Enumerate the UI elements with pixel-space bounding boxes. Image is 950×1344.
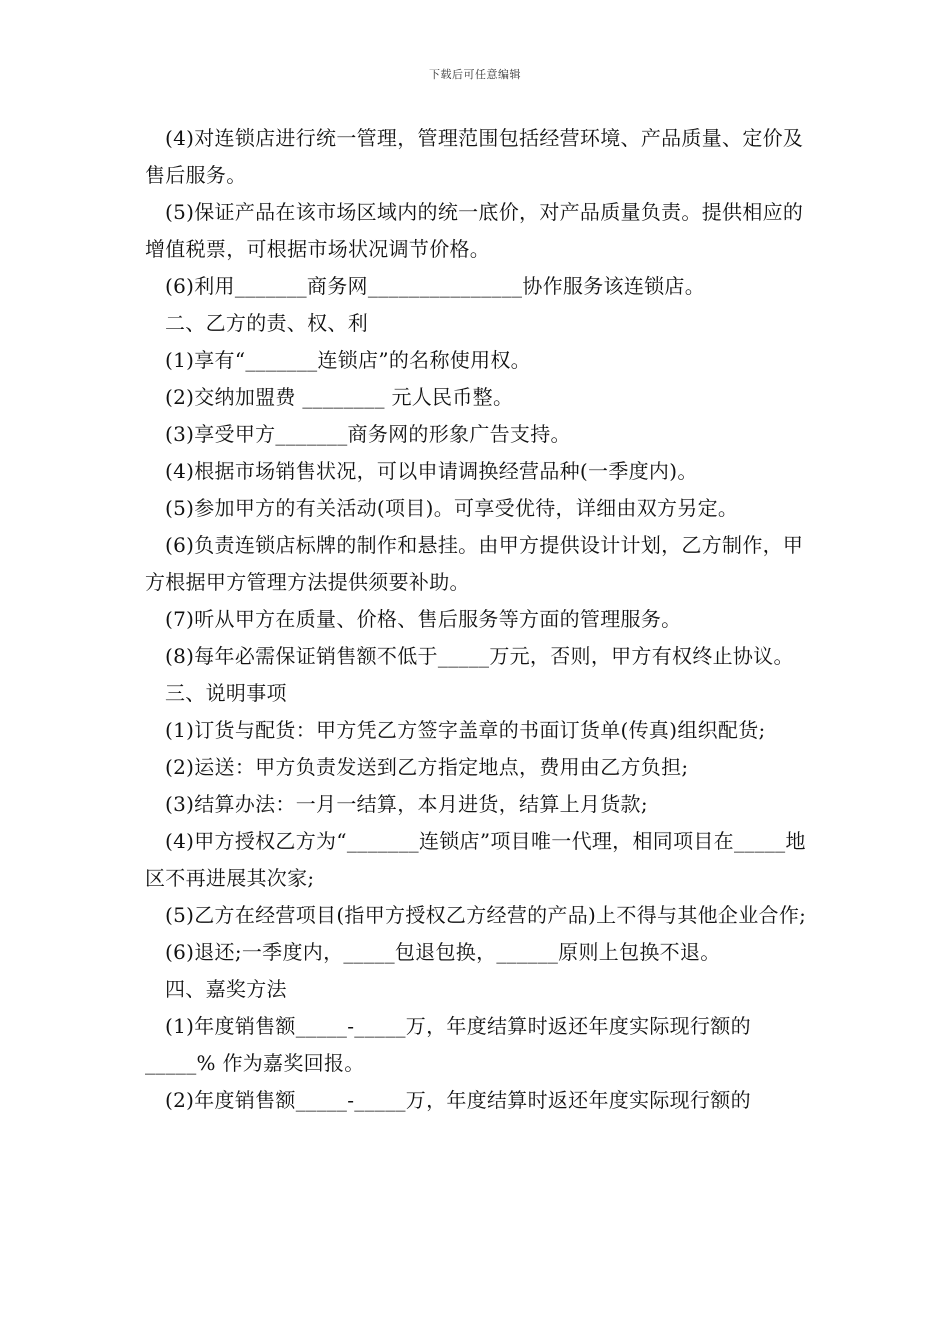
clause-a6: (6)利用_______商务网_______________协作服务该连锁店。 bbox=[165, 274, 706, 298]
clause-b7: (7)听从甲方在质量、价格、售后服务等方面的管理服务。 bbox=[165, 607, 682, 631]
clause-c2: (2)运送：甲方负责发送到乙方指定地点，费用由乙方负担; bbox=[165, 755, 689, 779]
clause-b6: (6)负责连锁店标牌的制作和悬挂。由甲方提供设计计划，乙方制作，甲方根据甲方管理方法提供须要补助。 bbox=[145, 533, 804, 594]
clause-a5: (5)保证产品在该市场区域内的统一底价，对产品质量负责。提供相应的增值税票，可根据市场状况调节价格。 bbox=[145, 200, 804, 261]
clause-b3: (3)享受甲方_______商务网的形象广告支持。 bbox=[165, 422, 571, 446]
page-header: 下载后可任意编辑 bbox=[429, 68, 521, 81]
clause-d2: (2)年度销售额_____-_____万，年度结算时返还年度实际现行额的 bbox=[165, 1088, 751, 1112]
document-body bbox=[145, 120, 810, 1119]
clause-c3: (3)结算办法：一月一结算，本月进货，结算上月货款; bbox=[165, 792, 648, 816]
clause-b8: (8)每年必需保证销售额不低于_____万元，否则，甲方有权终止协议。 bbox=[165, 644, 794, 668]
clause-c5: (5)乙方在经营项目(指甲方授权乙方经营的产品)上不得与其他企业合作; bbox=[165, 903, 807, 927]
clause-c1: (1)订货与配货：甲方凭乙方签字盖章的书面订货单(传真)组织配货; bbox=[165, 718, 766, 742]
clause-b1: (1)享有“_______连锁店”的名称使用权。 bbox=[165, 348, 531, 372]
section-heading-3: 三、说明事项 bbox=[165, 681, 287, 705]
section-heading-4: 四、嘉奖方法 bbox=[165, 977, 287, 1001]
clause-d1: (1)年度销售额_____-_____万，年度结算时返还年度实际现行额的_____% 作为嘉奖回报。 bbox=[145, 1014, 751, 1075]
clause-a4: (4)对连锁店进行统一管理，管理范围包括经营环境、产品质量、定价及售后服务。 bbox=[145, 126, 804, 187]
clause-c6: (6)退还;一季度内，_____包退包换，______原则上包换不退。 bbox=[165, 940, 721, 964]
clause-b4: (4)根据市场销售状况，可以申请调换经营品种(一季度内)。 bbox=[165, 459, 698, 483]
section-heading-2: 二、乙方的责、权、利 bbox=[165, 311, 368, 335]
clause-b5: (5)参加甲方的有关活动(项目)。可享受优待，详细由双方另定。 bbox=[165, 496, 739, 520]
clause-c4: (4)甲方授权乙方为“_______连锁店”项目唯一代理，相同项目在_____地区不再进展其次家; bbox=[145, 829, 806, 890]
clause-b2: (2)交纳加盟费 ________ 元人民币整。 bbox=[165, 385, 514, 409]
